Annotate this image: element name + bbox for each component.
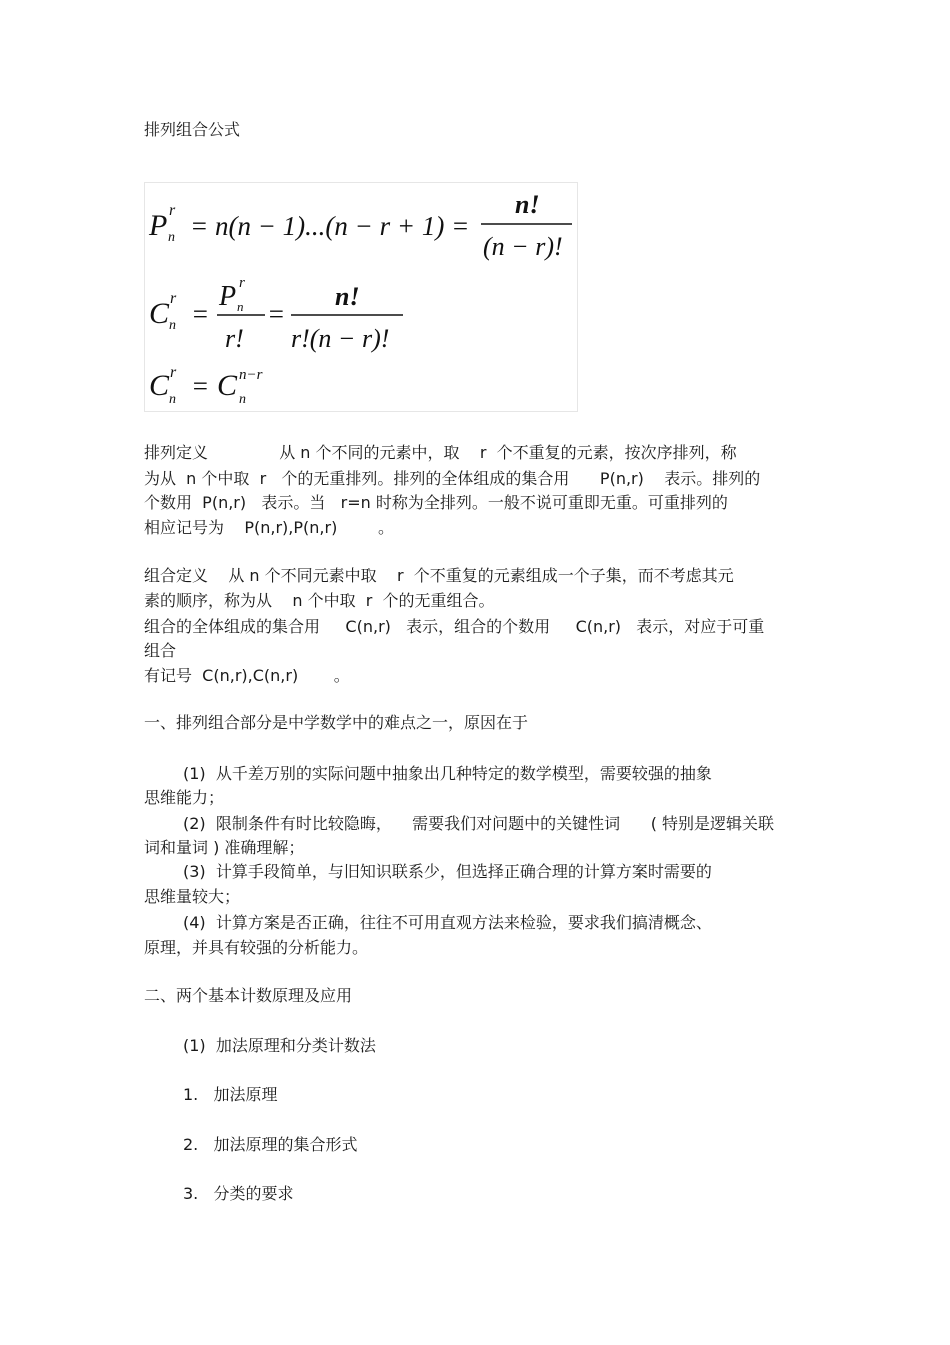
svg-text:=: = <box>191 299 210 329</box>
svg-text:n−r: n−r <box>239 367 263 383</box>
svg-text:r: r <box>239 275 245 291</box>
reason-item-1: (1) 从千差万别的实际问题中抽象出几种特定的数学模型，需要较强的抽象 <box>183 764 712 783</box>
combination-formula <box>149 275 403 353</box>
perm-def-line-3: 个数用 P(n,r) 表示。当 r=n 时称为全排列。一般不说可重即无重。可重排列的 <box>144 493 728 512</box>
list-item-1: 1. 加法原理 <box>183 1085 278 1104</box>
svg-text:P: P <box>149 209 168 242</box>
svg-text:n: n <box>169 392 176 407</box>
svg-text:C: C <box>149 297 170 330</box>
svg-text:P: P <box>219 281 237 312</box>
section-heading-1: 一、排列组合部分是中学数学中的难点之一，原因在于 <box>144 713 529 732</box>
svg-text:n!: n! <box>335 282 360 311</box>
svg-text:C: C <box>217 369 238 402</box>
svg-text:r: r <box>170 290 177 307</box>
formula-image <box>144 182 578 412</box>
svg-text:n: n <box>168 230 175 245</box>
svg-text:n: n <box>237 299 244 314</box>
section-heading-2: 二、两个基本计数原理及应用 <box>144 986 353 1005</box>
svg-text:r!: r! <box>225 324 244 353</box>
perm-def-line-4: 相应记号为 P(n,r),P(n,r) 。 <box>144 518 394 537</box>
svg-text:(n − r)!: (n − r)! <box>483 232 563 261</box>
svg-text:n: n <box>169 318 176 333</box>
svg-text:r!(n − r)!: r!(n − r)! <box>291 324 390 353</box>
reason-item-4-cont: 原理，并具有较强的分析能力。 <box>144 938 369 957</box>
reason-item-3: (3) 计算手段简单，与旧知识联系少，但选择正确合理的计算方案时需要的 <box>183 862 712 881</box>
svg-text:r: r <box>169 202 176 219</box>
symmetry-formula <box>149 364 263 407</box>
reason-item-2-cont: 词和量词 ) 准确理解； <box>144 838 305 857</box>
reason-item-4: (4) 计算方案是否正确，往往不可用直观方法来检验，要求我们搞清概念、 <box>183 913 712 932</box>
reason-item-2: (2) 限制条件有时比较隐晦， 需要我们对问题中的关键性词 ( 特别是逻辑关联 <box>183 814 775 833</box>
svg-text:= n(n − 1)...(n − r + 1) =: = n(n − 1)...(n − r + 1) = <box>190 211 470 241</box>
list-item-2: 2. 加法原理的集合形式 <box>183 1135 358 1154</box>
perm-def-line-2: 为从 n 个中取 r 个的无重排列。排列的全体组成的集合用 P(n,r) 表示。排列的 <box>144 469 761 488</box>
reason-item-1-cont: 思维能力； <box>144 788 225 807</box>
comb-def-line-1: 组合定义 从 n 个不同元素中取 r 个不重复的元素组成一个子集，而不考虑其元 <box>144 566 734 585</box>
svg-text:C: C <box>149 369 170 402</box>
svg-text:n!: n! <box>515 190 540 219</box>
list-item-3: 3. 分类的要求 <box>183 1184 294 1203</box>
reason-item-3-cont: 思维量较大； <box>144 887 241 906</box>
svg-text:=: = <box>191 371 210 401</box>
svg-text:n: n <box>239 392 246 407</box>
comb-def-line-3: 组合的全体组成的集合用 C(n,r) 表示，组合的个数用 C(n,r) 表示，对应于可重 <box>144 617 765 636</box>
comb-def-line-4: 组合 <box>144 641 177 660</box>
svg-text:=: = <box>267 299 286 329</box>
perm-def-line-1: 排列定义 从 n 个不同的元素中，取 r 个不重复的元素，按次序排列，称 <box>144 443 737 462</box>
page-title: 排列组合公式 <box>144 120 241 139</box>
comb-def-line-5: 有记号 C(n,r),C(n,r) 。 <box>144 666 350 685</box>
svg-text:r: r <box>170 364 177 381</box>
permutation-formula <box>148 190 572 261</box>
subsection-heading: (1) 加法原理和分类计数法 <box>183 1036 376 1055</box>
comb-def-line-2: 素的顺序，称为从 n 个中取 r 个的无重组合。 <box>144 591 495 610</box>
